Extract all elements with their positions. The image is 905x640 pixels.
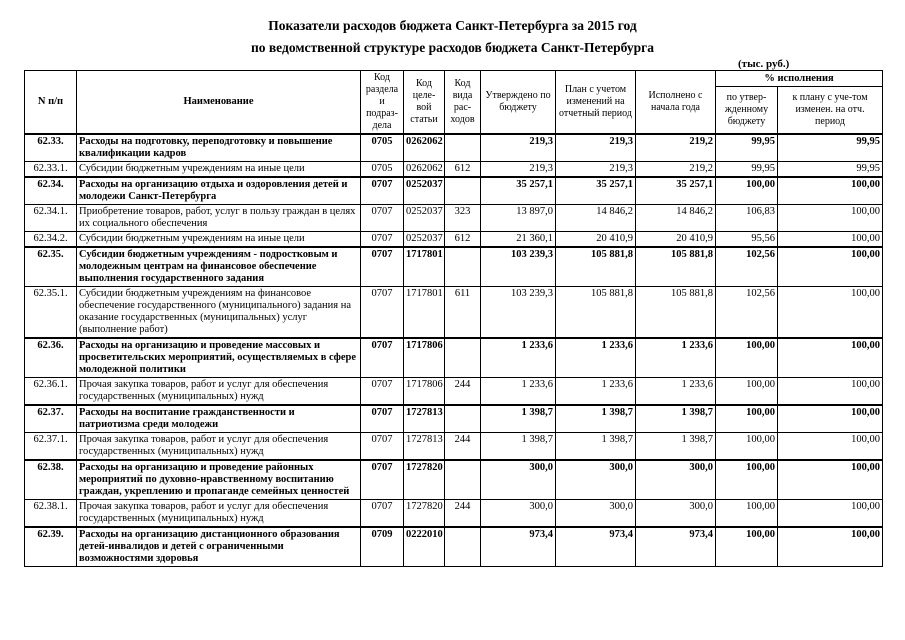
table-row — [25, 378, 883, 406]
row-vid: 612 — [445, 162, 481, 178]
row-approved: 13 897,0 — [481, 205, 556, 232]
row-razdel: 0705 — [361, 162, 404, 178]
table-row — [25, 287, 883, 339]
row-approved: 1 233,6 — [481, 338, 556, 378]
row-vid — [445, 405, 481, 433]
row-number: 62.38.1. — [25, 500, 77, 528]
row-razdel: 0707 — [361, 247, 404, 287]
row-percent-approved: 100,00 — [716, 338, 778, 378]
row-executed: 1 233,6 — [636, 378, 716, 406]
row-name: Субсидии бюджетным учреждениям на финансовое обеспечение государственного (муниципального) задания на оказание государственных (муниципальных) услуг (выполнение работ) — [77, 287, 361, 339]
row-razdel: 0709 — [361, 527, 404, 567]
row-approved: 219,3 — [481, 162, 556, 178]
row-number: 62.37. — [25, 405, 77, 433]
row-executed: 105 881,8 — [636, 287, 716, 339]
row-vid: 244 — [445, 378, 481, 406]
row-statya: 1727813 — [404, 433, 445, 461]
row-statya: 0262062 — [404, 162, 445, 178]
row-executed: 973,4 — [636, 527, 716, 567]
row-razdel: 0707 — [361, 232, 404, 248]
row-name: Субсидии бюджетным учреждениям - подростковым и молодежным центрам на финансовое обеспечение выполнения государственного задания — [77, 247, 361, 287]
row-plan: 20 410,9 — [556, 232, 636, 248]
row-razdel: 0707 — [361, 205, 404, 232]
row-approved: 21 360,1 — [481, 232, 556, 248]
row-vid: 323 — [445, 205, 481, 232]
row-name: Прочая закупка товаров, работ и услуг для обеспечения государственных (муниципальных) нужд — [77, 500, 361, 528]
row-percent-approved: 95,56 — [716, 232, 778, 248]
row-vid: 612 — [445, 232, 481, 248]
row-number: 62.36. — [25, 338, 77, 378]
row-statya: 0222010 — [404, 527, 445, 567]
row-name: Прочая закупка товаров, работ и услуг для обеспечения государственных (муниципальных) нужд — [77, 433, 361, 461]
header-percent-approved: по утвер-жденному бюджету — [716, 87, 778, 134]
row-plan: 1 233,6 — [556, 378, 636, 406]
row-plan: 1 398,7 — [556, 433, 636, 461]
row-statya: 1727820 — [404, 500, 445, 528]
row-vid — [445, 134, 481, 162]
row-percent-plan: 100,00 — [778, 500, 883, 528]
row-number: 62.34.2. — [25, 232, 77, 248]
row-statya: 0252037 — [404, 232, 445, 248]
header-np: N п/п — [25, 71, 77, 135]
row-percent-plan: 100,00 — [778, 405, 883, 433]
row-plan: 1 398,7 — [556, 405, 636, 433]
row-plan: 300,0 — [556, 500, 636, 528]
row-percent-plan: 100,00 — [778, 460, 883, 500]
table-row — [25, 460, 883, 500]
row-percent-plan: 100,00 — [778, 433, 883, 461]
header-name: Наименование — [77, 71, 361, 135]
row-vid — [445, 527, 481, 567]
row-razdel: 0705 — [361, 134, 404, 162]
row-executed: 219,2 — [636, 162, 716, 178]
row-approved: 300,0 — [481, 500, 556, 528]
table-body — [25, 134, 883, 567]
table-row — [25, 134, 883, 162]
row-statya: 1727820 — [404, 460, 445, 500]
row-approved: 973,4 — [481, 527, 556, 567]
row-number: 62.37.1. — [25, 433, 77, 461]
units-label: (тыс. руб.) — [738, 58, 790, 70]
table-row — [25, 338, 883, 378]
row-percent-plan: 99,95 — [778, 134, 883, 162]
row-plan: 35 257,1 — [556, 177, 636, 205]
row-number: 62.35. — [25, 247, 77, 287]
row-number: 62.34.1. — [25, 205, 77, 232]
row-plan: 14 846,2 — [556, 205, 636, 232]
row-approved: 103 239,3 — [481, 287, 556, 339]
row-approved: 1 398,7 — [481, 405, 556, 433]
row-vid — [445, 247, 481, 287]
row-percent-approved: 99,95 — [716, 162, 778, 178]
row-plan: 973,4 — [556, 527, 636, 567]
row-percent-plan: 100,00 — [778, 205, 883, 232]
row-name: Расходы на организацию дистанционного образования детей-инвалидов и детей с ограниченными возможностями здоровья — [77, 527, 361, 567]
row-approved: 103 239,3 — [481, 247, 556, 287]
row-statya: 1717806 — [404, 378, 445, 406]
row-percent-plan: 100,00 — [778, 232, 883, 248]
row-executed: 300,0 — [636, 460, 716, 500]
row-percent-approved: 99,95 — [716, 134, 778, 162]
row-executed: 1 398,7 — [636, 405, 716, 433]
row-executed: 105 881,8 — [636, 247, 716, 287]
row-executed: 219,2 — [636, 134, 716, 162]
row-name: Расходы на организацию и проведение районных мероприятий по духовно-нравственному воспитанию граждан, укреплению и пропаганде семейных ценностей — [77, 460, 361, 500]
row-name: Расходы на подготовку, переподготовку и повышение квалификации кадров — [77, 134, 361, 162]
row-plan: 1 233,6 — [556, 338, 636, 378]
row-plan: 105 881,8 — [556, 247, 636, 287]
row-approved: 1 233,6 — [481, 378, 556, 406]
row-number: 62.39. — [25, 527, 77, 567]
row-plan: 219,3 — [556, 162, 636, 178]
row-percent-approved: 100,00 — [716, 433, 778, 461]
row-name: Приобретение товаров, работ, услуг в пользу граждан в целях их социального обеспечения — [77, 205, 361, 232]
table-row — [25, 177, 883, 205]
row-plan: 105 881,8 — [556, 287, 636, 339]
row-statya: 1727813 — [404, 405, 445, 433]
row-name: Расходы на организацию отдыха и оздоровления детей и молодежи Санкт-Петербурга — [77, 177, 361, 205]
row-vid — [445, 177, 481, 205]
row-percent-approved: 102,56 — [716, 287, 778, 339]
row-statya: 1717801 — [404, 287, 445, 339]
table-row — [25, 527, 883, 567]
row-razdel: 0707 — [361, 338, 404, 378]
row-executed: 14 846,2 — [636, 205, 716, 232]
row-name: Прочая закупка товаров, работ и услуг для обеспечения государственных (муниципальных) нужд — [77, 378, 361, 406]
table-row — [25, 405, 883, 433]
row-name: Расходы на организацию и проведение массовых и просветительских мероприятий, осуществляемых в сфере молодежной политики — [77, 338, 361, 378]
row-percent-plan: 100,00 — [778, 338, 883, 378]
row-statya: 0252037 — [404, 205, 445, 232]
row-percent-approved: 100,00 — [716, 527, 778, 567]
row-name: Субсидии бюджетным учреждениям на иные цели — [77, 162, 361, 178]
budget-table — [24, 70, 883, 567]
row-plan: 300,0 — [556, 460, 636, 500]
header-executed: Исполнено с начала года — [636, 71, 716, 135]
header-percent-plan: к плану с уче-том изменен. на отч. период — [778, 87, 883, 134]
row-vid — [445, 338, 481, 378]
row-statya: 0252037 — [404, 177, 445, 205]
row-statya: 1717801 — [404, 247, 445, 287]
row-approved: 300,0 — [481, 460, 556, 500]
row-plan: 219,3 — [556, 134, 636, 162]
row-number: 62.36.1. — [25, 378, 77, 406]
row-percent-approved: 106,83 — [716, 205, 778, 232]
row-vid: 611 — [445, 287, 481, 339]
header-percent: % исполнения — [716, 71, 883, 87]
row-executed: 300,0 — [636, 500, 716, 528]
table-row — [25, 232, 883, 248]
row-executed: 1 233,6 — [636, 338, 716, 378]
row-number: 62.38. — [25, 460, 77, 500]
row-percent-approved: 100,00 — [716, 460, 778, 500]
row-vid: 244 — [445, 433, 481, 461]
table-row — [25, 500, 883, 528]
row-statya: 0262062 — [404, 134, 445, 162]
row-approved: 1 398,7 — [481, 433, 556, 461]
row-vid — [445, 460, 481, 500]
table-row — [25, 433, 883, 461]
row-name: Расходы на воспитание гражданственности и патриотизма среди молодежи — [77, 405, 361, 433]
row-razdel: 0707 — [361, 500, 404, 528]
row-razdel: 0707 — [361, 405, 404, 433]
row-number: 62.34. — [25, 177, 77, 205]
header-approved: Утверждено по бюджету — [481, 71, 556, 135]
table-row — [25, 162, 883, 178]
row-percent-approved: 100,00 — [716, 405, 778, 433]
row-percent-plan: 100,00 — [778, 247, 883, 287]
row-percent-plan: 99,95 — [778, 162, 883, 178]
row-executed: 20 410,9 — [636, 232, 716, 248]
row-percent-plan: 100,00 — [778, 177, 883, 205]
row-statya: 1717806 — [404, 338, 445, 378]
row-executed: 1 398,7 — [636, 433, 716, 461]
row-number: 62.35.1. — [25, 287, 77, 339]
row-percent-approved: 100,00 — [716, 177, 778, 205]
row-vid: 244 — [445, 500, 481, 528]
row-executed: 35 257,1 — [636, 177, 716, 205]
row-razdel: 0707 — [361, 460, 404, 500]
header-razdel: Код раздела и подраз-дела — [361, 71, 404, 135]
row-approved: 35 257,1 — [481, 177, 556, 205]
row-razdel: 0707 — [361, 177, 404, 205]
header-statya: Код целе-вой статьи — [404, 71, 445, 135]
row-razdel: 0707 — [361, 287, 404, 339]
row-razdel: 0707 — [361, 378, 404, 406]
row-percent-plan: 100,00 — [778, 287, 883, 339]
row-number: 62.33.1. — [25, 162, 77, 178]
row-name: Субсидии бюджетным учреждениям на иные цели — [77, 232, 361, 248]
row-percent-plan: 100,00 — [778, 527, 883, 567]
row-razdel: 0707 — [361, 433, 404, 461]
row-approved: 219,3 — [481, 134, 556, 162]
header-plan: План с учетом изменений на отчетный период — [556, 71, 636, 135]
report-title: Показатели расходов бюджета Санкт-Петербурга за 2015 год — [268, 18, 637, 33]
report-subtitle: по ведомственной структуре расходов бюджета Санкт-Петербурга — [250, 40, 655, 55]
row-percent-approved: 100,00 — [716, 500, 778, 528]
row-percent-approved: 100,00 — [716, 378, 778, 406]
table-row — [25, 247, 883, 287]
row-percent-plan: 100,00 — [778, 378, 883, 406]
header-vid: Код вида рас-ходов — [445, 71, 481, 135]
row-number: 62.33. — [25, 134, 77, 162]
table-row — [25, 205, 883, 232]
row-percent-approved: 102,56 — [716, 247, 778, 287]
